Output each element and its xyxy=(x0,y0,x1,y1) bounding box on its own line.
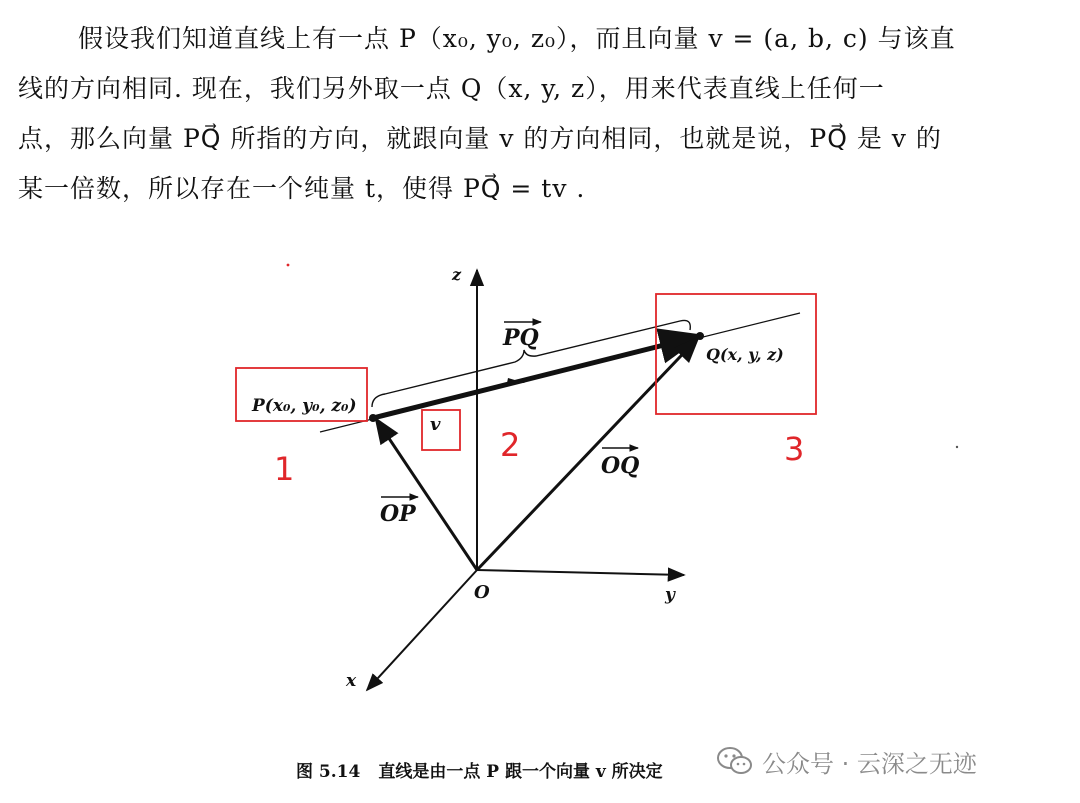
annotation-number-3: 3 xyxy=(784,430,805,468)
oq-label: OQ xyxy=(601,453,640,479)
y-axis xyxy=(477,570,684,575)
pq-label: PQ xyxy=(503,325,539,351)
vector-op xyxy=(376,419,477,570)
scan-speck xyxy=(956,446,958,448)
watermark xyxy=(716,742,977,780)
x-axis xyxy=(367,570,477,690)
point-q-label: Q(x, y, z) xyxy=(706,345,784,364)
scan-speck xyxy=(287,264,290,267)
point-p xyxy=(369,414,377,422)
caption-number: 图 5.14 xyxy=(296,762,361,782)
point-q xyxy=(696,332,704,340)
x-axis-label: x xyxy=(346,671,357,691)
annotation-box-2 xyxy=(422,410,460,450)
y-axis-label: y xyxy=(665,585,675,605)
paragraph-line-4: 某一倍数，所以存在一个纯量 t，使得 PQ⃗ = tv . xyxy=(18,174,586,203)
annotation-number-1: 1 xyxy=(274,450,295,488)
origin-label: O xyxy=(474,582,490,603)
z-axis-label: z xyxy=(452,265,462,284)
figure-caption xyxy=(296,757,663,782)
paragraph-line-1: 假设我们知道直线上有一点 P（x₀, y₀, z₀），而且向量 v = (a, b, c) 与该直 xyxy=(78,24,956,53)
caption-text: 直线是由一点 P 跟一个向量 v 所决定 xyxy=(378,762,663,782)
annotation-number-2: 2 xyxy=(500,426,521,464)
watermark-text: 公众号 · 云深之无迹 xyxy=(762,749,977,778)
paragraph-line-3: 点，那么向量 PQ⃗ 所指的方向，就跟向量 v 的方向相同，也就是说，PQ⃗ 是 v 的 xyxy=(18,124,942,153)
point-p-label: P(x₀, y₀, z₀) xyxy=(252,396,357,416)
op-label: OP xyxy=(380,501,416,527)
v-label: v xyxy=(430,414,441,435)
wechat-icon xyxy=(716,746,754,776)
paragraph-line-2: 线的方向相同. 现在，我们另外取一点 Q（x, y, z），用来代表直线上任何一 xyxy=(18,74,885,103)
